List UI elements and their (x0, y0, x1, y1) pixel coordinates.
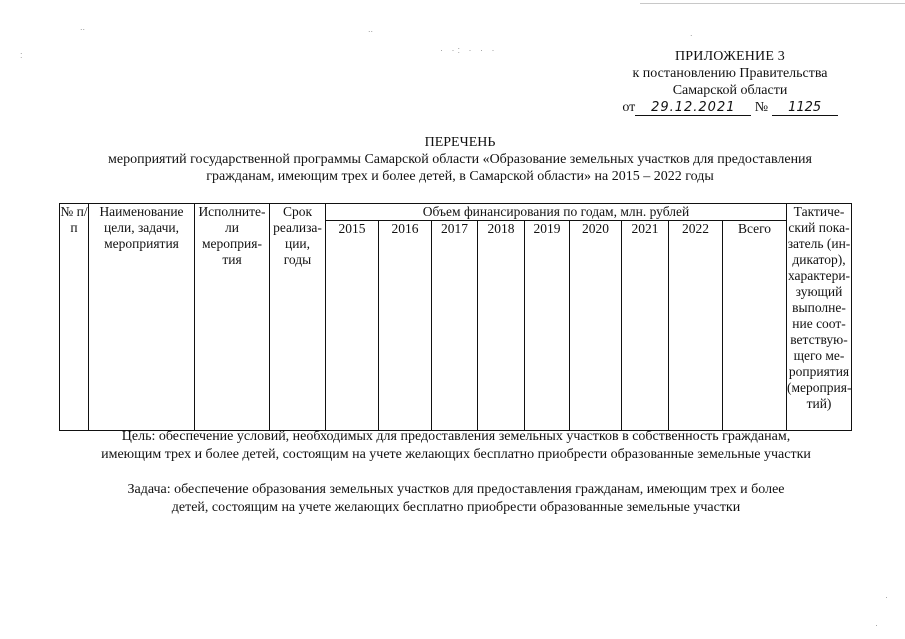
header-funding: Объем финансирования по годам, млн. рублей (326, 204, 787, 221)
header-year-2015: 2015 (326, 221, 379, 431)
header-year-2022: 2022 (669, 221, 723, 431)
appendix-title: ПРИЛОЖЕНИЕ 3 (674, 49, 786, 64)
header-number: № п/п (60, 204, 89, 431)
header-year-2019: 2019 (525, 221, 570, 431)
goal-line-1: Цель: обеспечение условий, необходимых для предоставления земельных участков в собственность гражданам, (121, 429, 791, 444)
task-line-1: Задача: обеспечение образования земельных участков для предоставления гражданам, имеющим трех и более (127, 482, 785, 497)
task-text (60, 481, 852, 517)
header-year-2018: 2018 (478, 221, 525, 431)
header-indicator: Тактиче-ский пока-затель (ин-дикатор), характери-зующий выполне-ние соот-ветствую-щего ме-роприятия (мероприя-тий) (787, 204, 852, 431)
handwritten-number: 1125 (772, 101, 838, 116)
scan-speck: .. (368, 24, 374, 34)
handwritten-date: 29.12.2021 (635, 101, 751, 116)
scan-speck: · (875, 620, 878, 630)
activities-table (59, 203, 852, 431)
header-executor: Исполните-ли мероприя-тия (195, 204, 270, 431)
header-name: Наименование цели, задачи, мероприятия (89, 204, 195, 431)
header-year-2021: 2021 (622, 221, 669, 431)
appendix-resolution: к постановлению Правительства (632, 66, 828, 81)
appendix-date-line (622, 99, 837, 116)
header-year-2020: 2020 (570, 221, 622, 431)
header-year-2017: 2017 (432, 221, 478, 431)
document-title: ПЕРЕЧЕНЬ (424, 135, 496, 150)
scan-speck: . (690, 28, 693, 38)
header-year-2016: 2016 (379, 221, 432, 431)
document-subtitle-2: гражданам, имеющим трех и более детей, в Самарской области» на 2015 – 2022 годы (206, 169, 714, 184)
goal-line-2: имеющим трех и более детей, состоящим на учете желающих бесплатно приобрести образованные земельные участки (101, 447, 811, 462)
scan-speck: · ·: · · · (440, 45, 498, 55)
appendix-stamp (610, 48, 850, 116)
scan-speck: : (20, 50, 23, 60)
document-subtitle-1: мероприятий государственной программы Самарской области «Образование земельных участков для предоставления (108, 152, 812, 167)
header-total: Всего (723, 221, 787, 431)
date-prefix: от (622, 100, 636, 115)
appendix-region: Самарской области (672, 83, 788, 98)
document-heading (40, 134, 880, 185)
header-period: Срок реализа-ции, годы (270, 204, 326, 431)
scan-edge-line (640, 3, 905, 4)
scan-speck: .. (80, 22, 86, 32)
goal-text (60, 428, 852, 464)
number-prefix: № (754, 100, 769, 115)
scan-speck: · (885, 592, 888, 602)
task-line-2: детей, состоящим на учете желающих бесплатно приобрести образованные земельные участки (171, 500, 741, 515)
